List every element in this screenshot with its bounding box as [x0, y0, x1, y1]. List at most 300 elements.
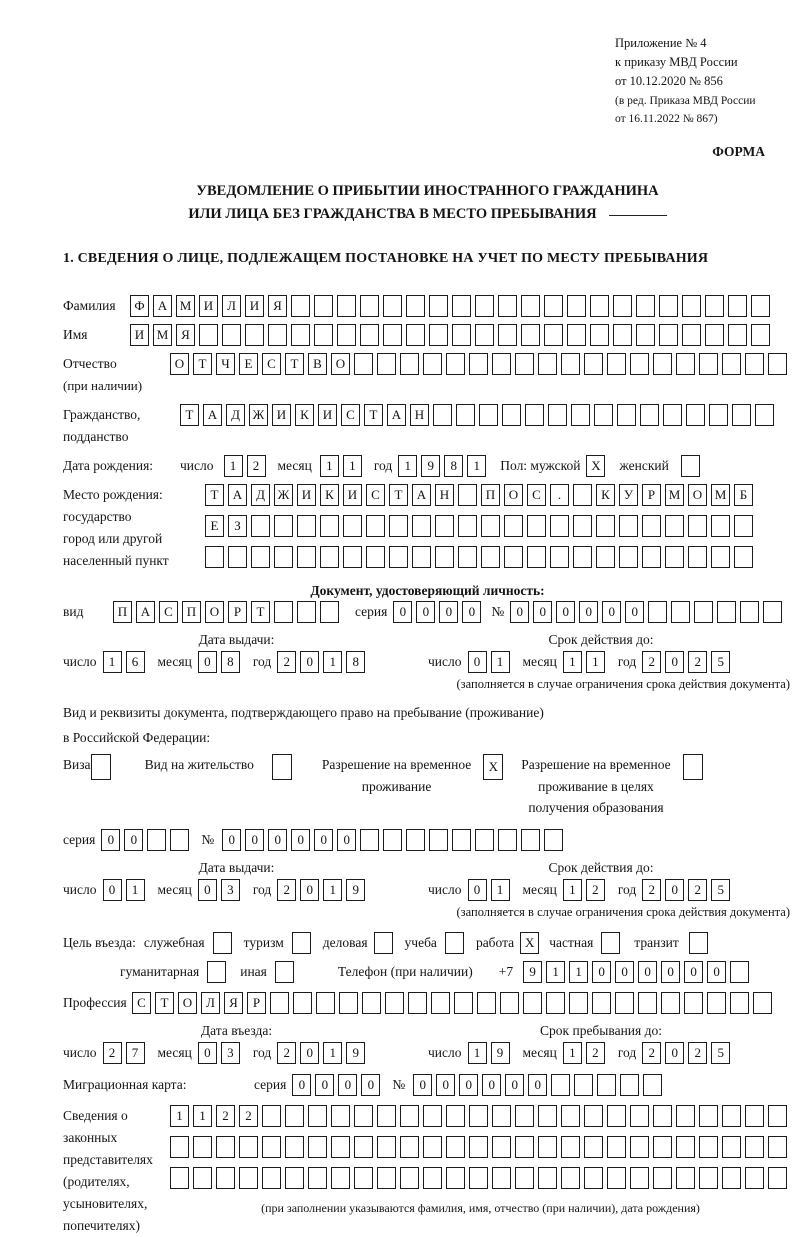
cell[interactable]	[753, 992, 772, 1014]
cell[interactable]	[383, 829, 402, 851]
cell[interactable]: И	[297, 484, 316, 506]
cell[interactable]	[722, 1136, 741, 1158]
cell[interactable]	[615, 992, 634, 1014]
cell[interactable]: 0	[468, 879, 487, 901]
cell[interactable]	[573, 546, 592, 568]
cell[interactable]	[446, 1105, 465, 1127]
cell[interactable]	[469, 1167, 488, 1189]
cell[interactable]: А	[153, 295, 172, 317]
cell[interactable]	[435, 515, 454, 537]
cell[interactable]	[569, 992, 588, 1014]
cell[interactable]: 2	[277, 1042, 296, 1064]
cell[interactable]	[630, 1167, 649, 1189]
cell[interactable]	[711, 546, 730, 568]
cell[interactable]: 5	[711, 1042, 730, 1064]
cell[interactable]: 0	[556, 601, 575, 623]
cell[interactable]	[308, 1167, 327, 1189]
cell[interactable]	[262, 1136, 281, 1158]
cell[interactable]: 9	[421, 455, 440, 477]
cell[interactable]	[343, 515, 362, 537]
cell[interactable]	[709, 404, 728, 426]
cell[interactable]: Н	[410, 404, 429, 426]
cell[interactable]	[331, 1136, 350, 1158]
cell[interactable]	[699, 1167, 718, 1189]
cell[interactable]: И	[318, 404, 337, 426]
cell[interactable]: 1	[569, 961, 588, 983]
cell[interactable]: С	[159, 601, 178, 623]
cell[interactable]: 0	[462, 601, 481, 623]
cell[interactable]	[354, 1167, 373, 1189]
cell[interactable]	[694, 601, 713, 623]
cell[interactable]	[590, 295, 609, 317]
cell[interactable]: М	[711, 484, 730, 506]
cell[interactable]	[492, 1136, 511, 1158]
cell[interactable]: 1	[563, 651, 582, 673]
cell[interactable]	[458, 484, 477, 506]
cell[interactable]	[492, 1105, 511, 1127]
cell[interactable]: Р	[228, 601, 247, 623]
cell[interactable]: С	[262, 353, 281, 375]
cell[interactable]	[228, 546, 247, 568]
cell[interactable]: 2	[247, 455, 266, 477]
cell[interactable]: 0	[103, 879, 122, 901]
cell[interactable]	[433, 404, 452, 426]
cell[interactable]	[722, 1105, 741, 1127]
cell[interactable]: 1	[193, 1105, 212, 1127]
cell[interactable]	[383, 295, 402, 317]
cell[interactable]	[688, 515, 707, 537]
cell[interactable]	[640, 404, 659, 426]
cell[interactable]	[538, 1136, 557, 1158]
cell[interactable]	[567, 324, 586, 346]
cell[interactable]	[406, 829, 425, 851]
cell[interactable]	[377, 1136, 396, 1158]
cell[interactable]	[285, 1136, 304, 1158]
cell[interactable]	[147, 829, 166, 851]
cell[interactable]: 0	[268, 829, 287, 851]
cell[interactable]	[659, 324, 678, 346]
cell[interactable]: 0	[198, 651, 217, 673]
cell[interactable]: 1	[491, 879, 510, 901]
cell[interactable]: 0	[245, 829, 264, 851]
cell[interactable]	[768, 1136, 787, 1158]
cell[interactable]: 0	[602, 601, 621, 623]
cell[interactable]	[601, 932, 620, 954]
cell[interactable]	[573, 484, 592, 506]
cell[interactable]	[400, 1105, 419, 1127]
cell[interactable]: 0	[665, 879, 684, 901]
cell[interactable]: X	[483, 754, 503, 780]
cell[interactable]	[636, 324, 655, 346]
cell[interactable]: Я	[224, 992, 243, 1014]
cell[interactable]	[538, 1167, 557, 1189]
cell[interactable]: 1	[320, 455, 339, 477]
cell[interactable]: 2	[103, 1042, 122, 1064]
cell[interactable]	[594, 404, 613, 426]
cell[interactable]	[584, 1167, 603, 1189]
cell[interactable]	[360, 829, 379, 851]
cell[interactable]	[665, 515, 684, 537]
cell[interactable]	[429, 295, 448, 317]
cell[interactable]	[366, 515, 385, 537]
cell[interactable]	[400, 1136, 419, 1158]
cell[interactable]	[502, 404, 521, 426]
cell[interactable]	[661, 992, 680, 1014]
cell[interactable]	[275, 961, 294, 983]
cell[interactable]	[354, 353, 373, 375]
cell[interactable]	[630, 1136, 649, 1158]
cell[interactable]: 0	[468, 651, 487, 673]
cell[interactable]	[525, 404, 544, 426]
cell[interactable]: 1	[468, 1042, 487, 1064]
cell[interactable]	[722, 1167, 741, 1189]
cell[interactable]: М	[176, 295, 195, 317]
cell[interactable]	[170, 1167, 189, 1189]
cell[interactable]: С	[341, 404, 360, 426]
cell[interactable]	[620, 1074, 639, 1096]
cell[interactable]: О	[178, 992, 197, 1014]
cell[interactable]: 5	[711, 879, 730, 901]
cell[interactable]: 0	[459, 1074, 478, 1096]
cell[interactable]	[584, 353, 603, 375]
cell[interactable]: 9	[491, 1042, 510, 1064]
cell[interactable]	[636, 295, 655, 317]
cell[interactable]: 0	[625, 601, 644, 623]
cell[interactable]	[308, 1105, 327, 1127]
cell[interactable]	[274, 601, 293, 623]
cell[interactable]	[274, 546, 293, 568]
cell[interactable]: Р	[642, 484, 661, 506]
cell[interactable]	[314, 324, 333, 346]
cell[interactable]: 1	[323, 651, 342, 673]
cell[interactable]	[734, 515, 753, 537]
cell[interactable]: Я	[176, 324, 195, 346]
cell[interactable]: М	[153, 324, 172, 346]
cell[interactable]	[682, 324, 701, 346]
cell[interactable]	[285, 1105, 304, 1127]
cell[interactable]	[360, 324, 379, 346]
cell[interactable]: 0	[684, 961, 703, 983]
cell[interactable]: 2	[586, 879, 605, 901]
cell[interactable]	[699, 1136, 718, 1158]
cell[interactable]	[521, 324, 540, 346]
cell[interactable]: 2	[216, 1105, 235, 1127]
cell[interactable]	[193, 1136, 212, 1158]
cell[interactable]: 1	[170, 1105, 189, 1127]
cell[interactable]: К	[295, 404, 314, 426]
cell[interactable]: Т	[155, 992, 174, 1014]
cell[interactable]: Т	[193, 353, 212, 375]
cell[interactable]: К	[596, 484, 615, 506]
cell[interactable]	[498, 324, 517, 346]
cell[interactable]	[504, 515, 523, 537]
cell[interactable]	[515, 1167, 534, 1189]
cell[interactable]	[643, 1074, 662, 1096]
cell[interactable]	[222, 324, 241, 346]
cell[interactable]: 2	[642, 651, 661, 673]
cell[interactable]	[383, 324, 402, 346]
cell[interactable]: 0	[315, 1074, 334, 1096]
cell[interactable]: Б	[734, 484, 753, 506]
cell[interactable]: 9	[346, 1042, 365, 1064]
cell[interactable]	[377, 353, 396, 375]
cell[interactable]	[607, 1167, 626, 1189]
cell[interactable]	[343, 546, 362, 568]
cell[interactable]	[584, 1136, 603, 1158]
cell[interactable]: А	[136, 601, 155, 623]
cell[interactable]	[686, 404, 705, 426]
cell[interactable]	[479, 404, 498, 426]
cell[interactable]: А	[387, 404, 406, 426]
cell[interactable]	[199, 324, 218, 346]
cell[interactable]: 8	[221, 651, 240, 673]
cell[interactable]	[469, 1105, 488, 1127]
cell[interactable]	[458, 546, 477, 568]
cell[interactable]: 3	[221, 879, 240, 901]
cell[interactable]	[730, 961, 749, 983]
cell[interactable]	[320, 515, 339, 537]
cell[interactable]	[653, 353, 672, 375]
cell[interactable]: 0	[101, 829, 120, 851]
cell[interactable]	[475, 295, 494, 317]
cell[interactable]	[619, 546, 638, 568]
cell[interactable]	[207, 961, 226, 983]
cell[interactable]	[389, 546, 408, 568]
cell[interactable]	[475, 324, 494, 346]
cell[interactable]	[477, 992, 496, 1014]
cell[interactable]	[314, 295, 333, 317]
cell[interactable]	[584, 1105, 603, 1127]
cell[interactable]	[354, 1136, 373, 1158]
cell[interactable]	[663, 404, 682, 426]
cell[interactable]	[446, 353, 465, 375]
cell[interactable]: 0	[198, 1042, 217, 1064]
cell[interactable]	[763, 601, 782, 623]
cell[interactable]: 1	[398, 455, 417, 477]
cell[interactable]	[339, 992, 358, 1014]
cell[interactable]: И	[343, 484, 362, 506]
cell[interactable]	[481, 515, 500, 537]
cell[interactable]	[768, 1105, 787, 1127]
cell[interactable]: 0	[300, 651, 319, 673]
cell[interactable]: М	[665, 484, 684, 506]
cell[interactable]	[717, 601, 736, 623]
cell[interactable]	[711, 515, 730, 537]
cell[interactable]	[607, 1136, 626, 1158]
cell[interactable]: Т	[205, 484, 224, 506]
cell[interactable]: 0	[510, 601, 529, 623]
cell[interactable]	[546, 992, 565, 1014]
cell[interactable]: 0	[222, 829, 241, 851]
cell[interactable]	[389, 515, 408, 537]
cell[interactable]	[475, 829, 494, 851]
cell[interactable]: 0	[665, 1042, 684, 1064]
cell[interactable]	[682, 295, 701, 317]
cell[interactable]: А	[203, 404, 222, 426]
cell[interactable]	[377, 1167, 396, 1189]
cell[interactable]	[684, 992, 703, 1014]
cell[interactable]: 0	[338, 1074, 357, 1096]
cell[interactable]: Е	[239, 353, 258, 375]
cell[interactable]: 0	[528, 1074, 547, 1096]
cell[interactable]: Ж	[249, 404, 268, 426]
cell[interactable]	[500, 992, 519, 1014]
cell[interactable]	[648, 601, 667, 623]
cell[interactable]: 0	[592, 961, 611, 983]
cell[interactable]: 0	[661, 961, 680, 983]
cell[interactable]	[538, 353, 557, 375]
cell[interactable]	[492, 1167, 511, 1189]
cell[interactable]	[492, 353, 511, 375]
cell[interactable]	[454, 992, 473, 1014]
cell[interactable]: И	[272, 404, 291, 426]
cell[interactable]	[630, 1105, 649, 1127]
cell[interactable]: 1	[563, 879, 582, 901]
cell[interactable]: 0	[436, 1074, 455, 1096]
cell[interactable]: 0	[291, 829, 310, 851]
cell[interactable]	[544, 295, 563, 317]
cell[interactable]	[366, 546, 385, 568]
cell[interactable]: 1	[546, 961, 565, 983]
cell[interactable]	[740, 601, 759, 623]
cell[interactable]: 0	[533, 601, 552, 623]
cell[interactable]	[331, 1167, 350, 1189]
cell[interactable]	[452, 829, 471, 851]
cell[interactable]: 0	[707, 961, 726, 983]
cell[interactable]	[745, 1136, 764, 1158]
cell[interactable]	[498, 829, 517, 851]
cell[interactable]	[331, 1105, 350, 1127]
cell[interactable]	[216, 1136, 235, 1158]
cell[interactable]: 0	[439, 601, 458, 623]
cell[interactable]: Н	[435, 484, 454, 506]
cell[interactable]	[337, 295, 356, 317]
cell[interactable]: И	[245, 295, 264, 317]
cell[interactable]: 1	[323, 1042, 342, 1064]
cell[interactable]	[320, 546, 339, 568]
cell[interactable]: 0	[361, 1074, 380, 1096]
cell[interactable]: 1	[224, 455, 243, 477]
cell[interactable]: С	[527, 484, 546, 506]
cell[interactable]	[337, 324, 356, 346]
cell[interactable]	[617, 404, 636, 426]
cell[interactable]: О	[688, 484, 707, 506]
cell[interactable]	[671, 601, 690, 623]
cell[interactable]: Л	[201, 992, 220, 1014]
cell[interactable]: 2	[688, 1042, 707, 1064]
cell[interactable]	[469, 353, 488, 375]
cell[interactable]: Т	[251, 601, 270, 623]
cell[interactable]	[732, 404, 751, 426]
cell[interactable]	[239, 1136, 258, 1158]
cell[interactable]	[745, 353, 764, 375]
cell[interactable]: 0	[615, 961, 634, 983]
cell[interactable]: X	[586, 455, 605, 477]
cell[interactable]: 1	[563, 1042, 582, 1064]
cell[interactable]	[699, 1105, 718, 1127]
cell[interactable]	[630, 353, 649, 375]
cell[interactable]	[638, 992, 657, 1014]
cell[interactable]: 9	[346, 879, 365, 901]
cell[interactable]: О	[504, 484, 523, 506]
cell[interactable]	[354, 1105, 373, 1127]
cell[interactable]	[745, 1167, 764, 1189]
cell[interactable]	[385, 992, 404, 1014]
cell[interactable]: И	[130, 324, 149, 346]
cell[interactable]: 0	[665, 651, 684, 673]
cell[interactable]	[613, 324, 632, 346]
cell[interactable]: 0	[300, 1042, 319, 1064]
cell[interactable]	[728, 324, 747, 346]
cell[interactable]	[574, 1074, 593, 1096]
cell[interactable]: .	[550, 484, 569, 506]
cell[interactable]	[446, 1167, 465, 1189]
cell[interactable]	[550, 546, 569, 568]
cell[interactable]	[268, 324, 287, 346]
cell[interactable]: 2	[688, 879, 707, 901]
cell[interactable]	[446, 1136, 465, 1158]
cell[interactable]	[751, 324, 770, 346]
cell[interactable]	[768, 353, 787, 375]
cell[interactable]	[291, 295, 310, 317]
cell[interactable]	[272, 754, 292, 780]
cell[interactable]	[544, 324, 563, 346]
cell[interactable]: О	[331, 353, 350, 375]
cell[interactable]	[607, 1105, 626, 1127]
cell[interactable]	[431, 992, 450, 1014]
cell[interactable]: 0	[198, 879, 217, 901]
cell[interactable]: 2	[277, 879, 296, 901]
cell[interactable]	[193, 1167, 212, 1189]
cell[interactable]	[596, 546, 615, 568]
cell[interactable]	[676, 1167, 695, 1189]
cell[interactable]	[699, 353, 718, 375]
cell[interactable]	[170, 829, 189, 851]
cell[interactable]	[285, 1167, 304, 1189]
cell[interactable]	[707, 992, 726, 1014]
cell[interactable]: Ф	[130, 295, 149, 317]
cell[interactable]	[293, 992, 312, 1014]
cell[interactable]	[297, 546, 316, 568]
cell[interactable]	[705, 324, 724, 346]
cell[interactable]	[676, 353, 695, 375]
cell[interactable]	[597, 1074, 616, 1096]
cell[interactable]: Д	[226, 404, 245, 426]
cell[interactable]	[590, 324, 609, 346]
cell[interactable]	[452, 324, 471, 346]
cell[interactable]	[435, 546, 454, 568]
cell[interactable]: Ж	[274, 484, 293, 506]
cell[interactable]: 2	[239, 1105, 258, 1127]
cell[interactable]	[205, 546, 224, 568]
cell[interactable]: 6	[126, 651, 145, 673]
cell[interactable]: 0	[300, 879, 319, 901]
cell[interactable]: У	[619, 484, 638, 506]
cell[interactable]	[423, 1105, 442, 1127]
cell[interactable]: Е	[205, 515, 224, 537]
cell[interactable]	[270, 992, 289, 1014]
cell[interactable]	[561, 1105, 580, 1127]
cell[interactable]: 1	[126, 879, 145, 901]
cell[interactable]	[521, 829, 540, 851]
cell[interactable]: 8	[444, 455, 463, 477]
cell[interactable]	[423, 353, 442, 375]
cell[interactable]	[213, 932, 232, 954]
cell[interactable]: 7	[126, 1042, 145, 1064]
cell[interactable]: А	[228, 484, 247, 506]
cell[interactable]: 1	[343, 455, 362, 477]
cell[interactable]	[683, 754, 703, 780]
